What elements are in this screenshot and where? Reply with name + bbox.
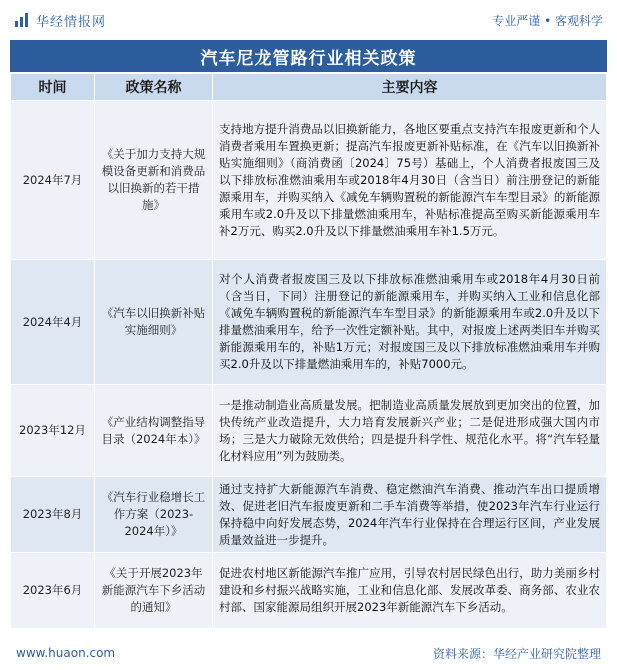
cell-policy-name: 《汽车行业稳增长工作方案（2023-2024年）》 — [95, 477, 213, 553]
top-bar — [0, 0, 617, 40]
brand-name: 华经情报网 — [36, 14, 107, 30]
cell-content: 对个人消费者报废国三及以下排放标准燃油乘用车或2018年4月30日前（含当日，下同）注册登记的新能源乘用车，并购买纳入工业和信息化部《减免车辆购置税的新能源汽车车型目录》的新能源乘用车或2.0升及以下排量燃油乘用车，给予一次性定额补贴。其中，对报废上述两类旧车并购买新能源乘用车的，补贴1万元；对报废国三及以下排放标准燃油乘用车并购买2.0升及以下排量燃油乘用车的，补贴7000元。 — [213, 260, 607, 385]
cell-time: 2023年8月 — [11, 477, 95, 553]
website-link[interactable]: www.huaon.com — [16, 646, 116, 660]
cell-policy-name: 《产业结构调整指导目录（2024年本）》 — [95, 385, 213, 477]
slogan: 专业严谨 • 客观科学 — [492, 13, 603, 28]
source-note: 资料来源：华经产业研究院整理 — [432, 646, 601, 661]
table-row — [11, 260, 607, 385]
cell-content: 支持地方提升消费品以旧换新能力，各地区要重点支持汽车报废更新和个人消费者乘用车置换更新；提高汽车报废更新补贴标准，在《汽车以旧换新补贴实施细则》（商消费函〔2024〕75号）基础上，个人消费者报废国三及以下排放标准燃油乘用车或2018年4月30日（含当日）前注册登记的新能源乘用车，并购买纳入《减免车辆购置税的新能源汽车车型目录》的新能源乘用车或2.0升及以下排量燃油乘用车，补贴标准提高至购买新能源乘用车补2万元、购买2.0升及以下排量燃油乘用车补1.5万元。 — [213, 101, 607, 260]
bar-chart-logo-icon — [14, 12, 30, 28]
table-row — [11, 553, 607, 629]
cell-policy-name: 《关于开展2023年新能源汽车下乡活动的通知》 — [95, 553, 213, 629]
cell-content: 通过支持扩大新能源汽车消费、稳定燃油汽车消费、推动汽车出口提质增效、促进老旧汽车报废更新和二手车消费等举措，使2023年汽车行业运行保持稳中向好发展态势，2024年汽车行业保持在合理运行区间，产业发展质量效益进一步提升。 — [213, 477, 607, 553]
page-title: 汽车尼龙管路行业相关政策 — [10, 40, 607, 72]
column-header-policy-name: 政策名称 — [95, 74, 213, 101]
column-header-time: 时间 — [11, 74, 95, 101]
cell-policy-name: 《汽车以旧换新补贴实施细则》 — [95, 260, 213, 385]
table-row — [11, 385, 607, 477]
cell-time: 2024年4月 — [11, 260, 95, 385]
table-row — [11, 477, 607, 553]
column-header-content: 主要内容 — [213, 74, 607, 101]
footer — [0, 636, 617, 670]
cell-policy-name: 《关于加力支持大规模设备更新和消费品以旧换新的若干措施》 — [95, 101, 213, 260]
cell-time: 2023年12月 — [11, 385, 95, 477]
table-header-row — [11, 74, 607, 101]
cell-content: 促进农村地区新能源汽车推广应用，引导农村居民绿色出行，助力美丽乡村建设和乡村振兴战略实施，工业和信息化部、发展改革委、商务部、农业农村部、国家能源局组织开展2023年新能源汽车下乡活动。 — [213, 553, 607, 629]
brand — [14, 11, 106, 30]
policy-table — [10, 73, 607, 629]
cell-time: 2024年7月 — [11, 101, 95, 260]
table-row — [11, 101, 607, 260]
cell-content: 一是推动制造业高质量发展。把制造业高质量发展放到更加突出的位置，加快传统产业改造提升，大力培育发展新兴产业；二是促进形成强大国内市场；三是大力破除无效供给；四是提升科学性、规范化水平。将“汽车轻量化材料应用”列为鼓励类。 — [213, 385, 607, 477]
cell-time: 2023年6月 — [11, 553, 95, 629]
